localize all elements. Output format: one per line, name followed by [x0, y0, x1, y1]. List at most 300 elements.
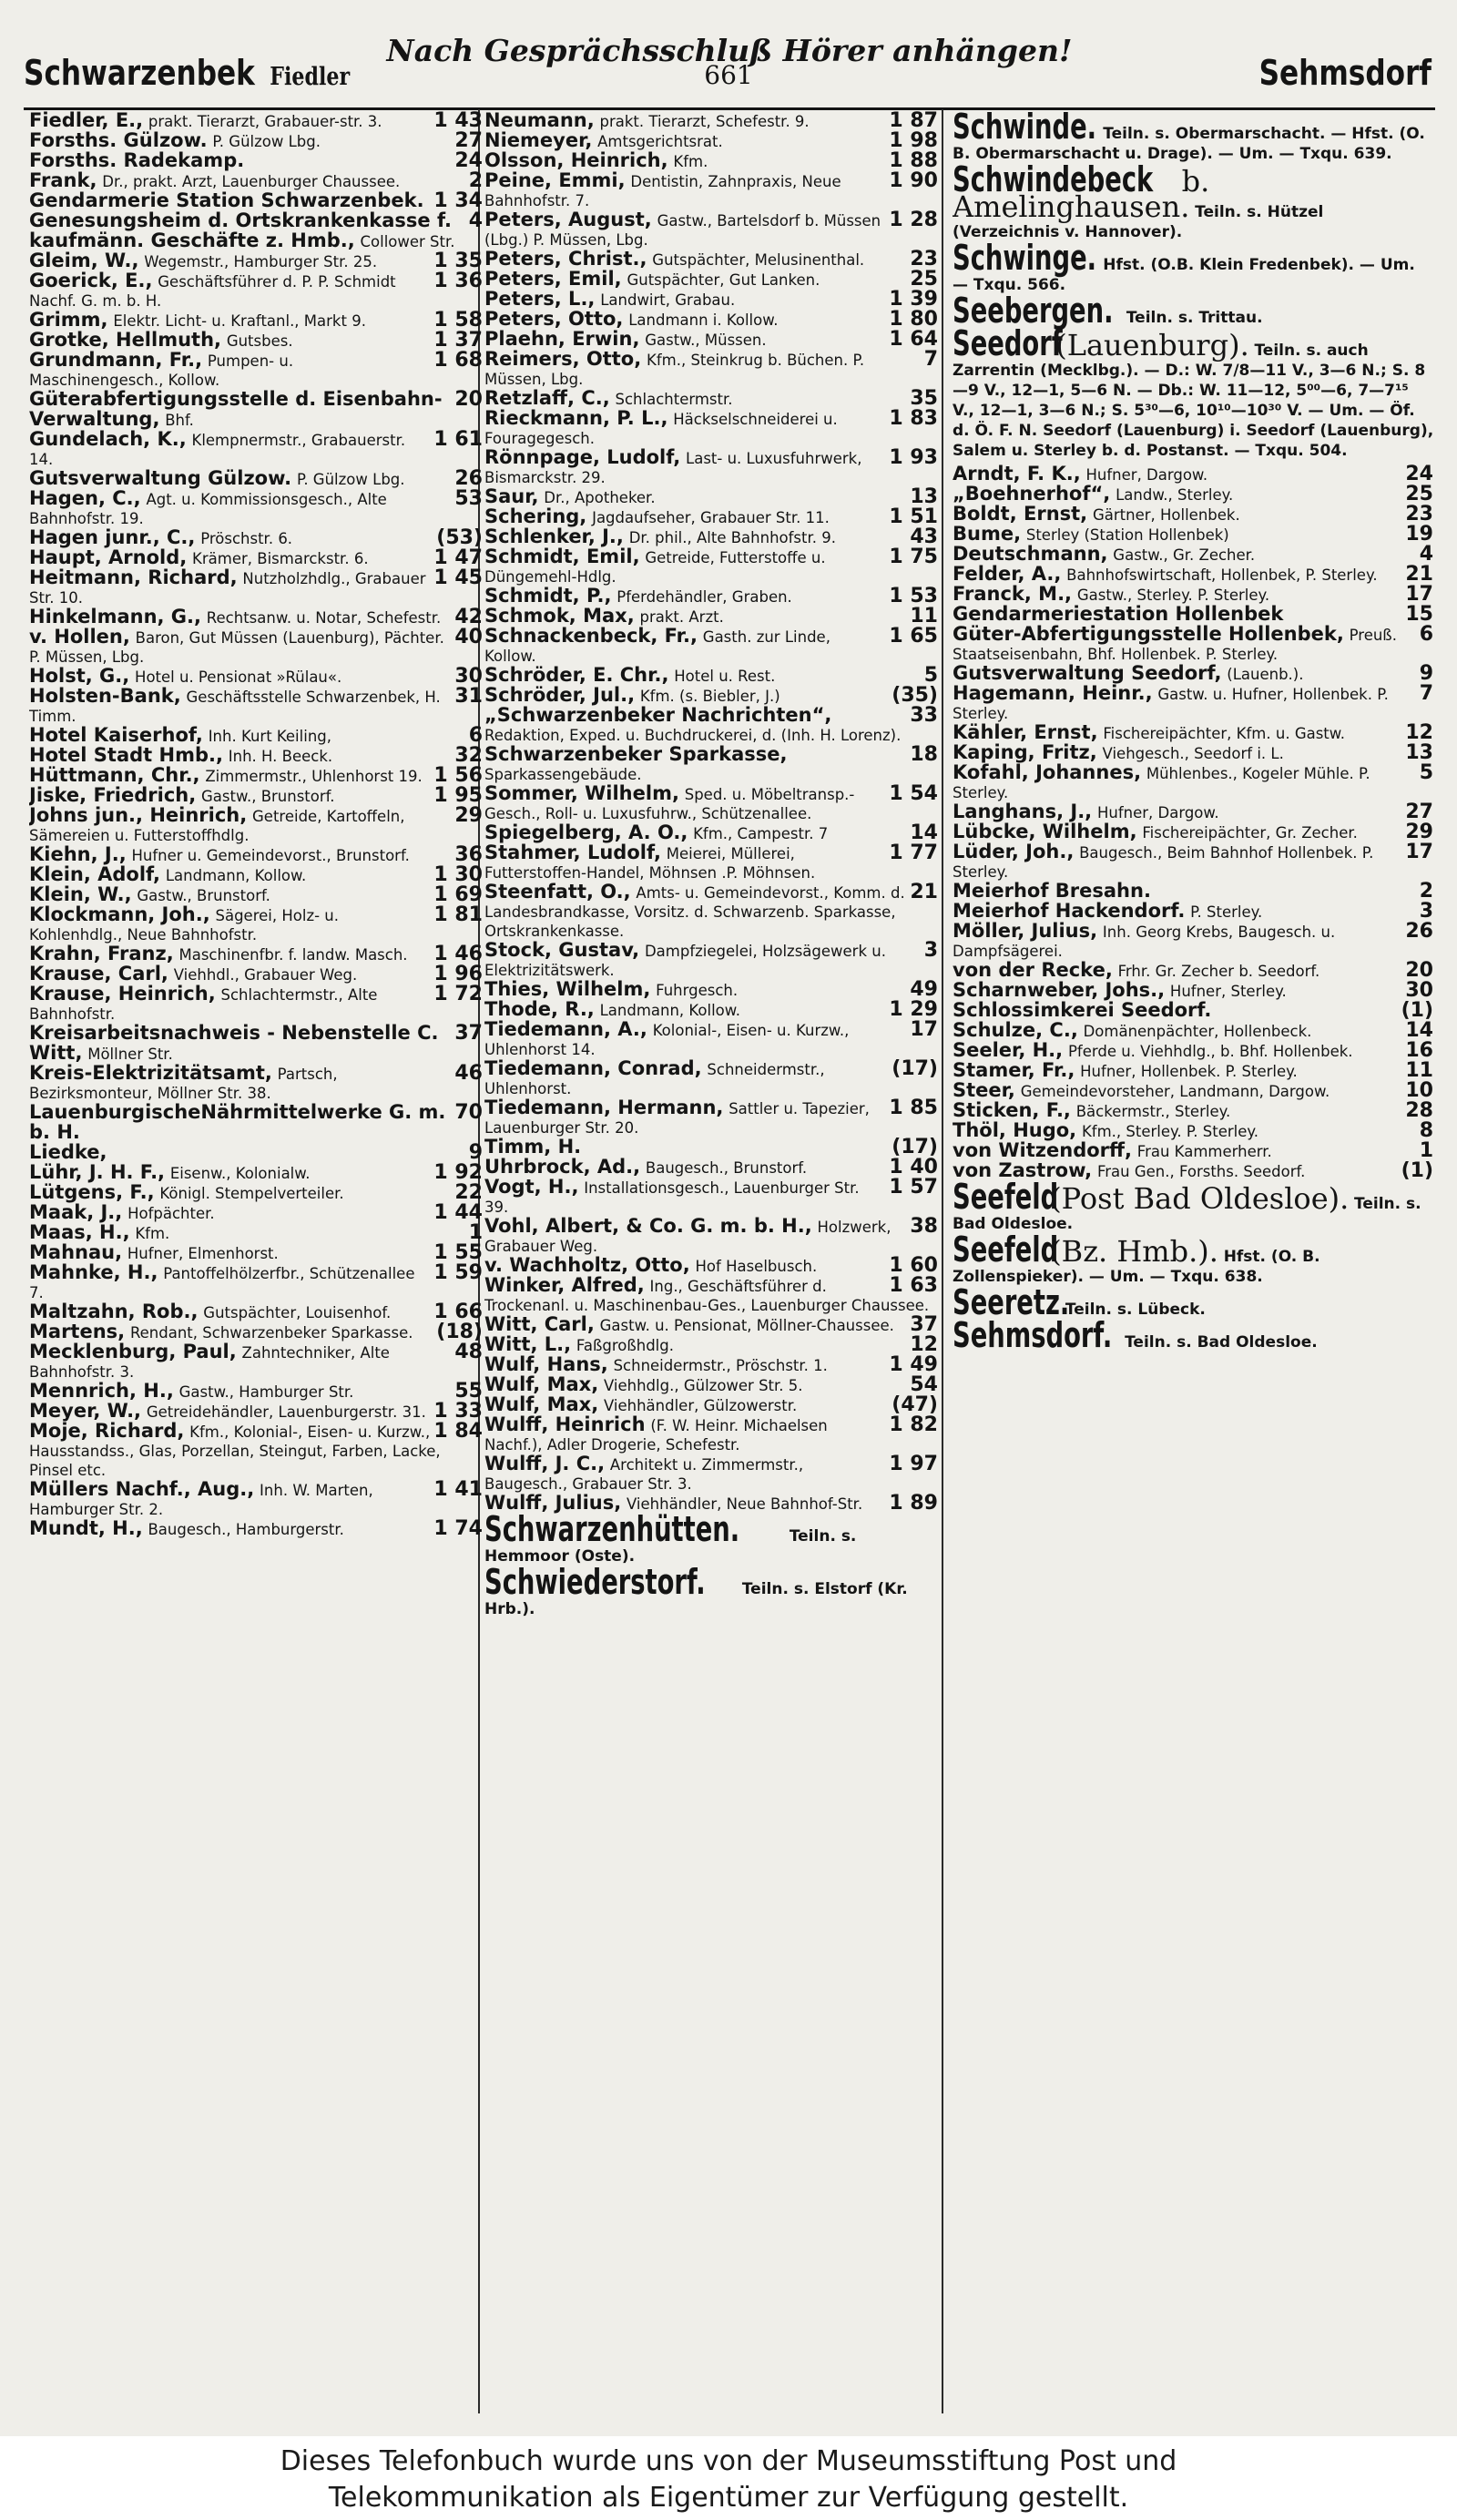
listing-detail: Gutspächter, Melusinenthal.	[652, 251, 865, 269]
listing-detail: Sattler u. Tapezier, Lauenburger Str. 20.	[484, 1100, 870, 1137]
header-right-name: Sehmsdorf	[1258, 53, 1432, 93]
listing-name: Peters, Christ.,	[484, 248, 647, 270]
listing-name: Saur,	[484, 485, 539, 507]
listing-number: 26	[454, 467, 483, 490]
listing-entry	[29, 964, 484, 985]
listing-name: Mahnke, H.,	[29, 1261, 158, 1283]
listing-detail: Dr., prakt. Arzt, Lauenburger Chaussee.	[102, 173, 401, 190]
listing-number: 1 68	[433, 349, 483, 372]
listing-number: 1 35	[433, 250, 483, 272]
listing-entry	[484, 1375, 940, 1395]
listing-entry	[29, 1422, 484, 1480]
listing-entry	[953, 525, 1435, 545]
listing-name: Hotel Kaiserhof,	[29, 724, 203, 746]
listing-number: 1 97	[889, 1453, 938, 1475]
place-name: Seefeld	[953, 1229, 1059, 1270]
listing-detail: Faßgroßhdlg.	[576, 1337, 674, 1354]
listing-name: Steenfatt, O.,	[484, 881, 631, 903]
listing-entry	[953, 545, 1435, 565]
listing-detail: Rendant, Schwarzenbeker Sparkasse.	[129, 1324, 413, 1342]
listing-number: 1	[1419, 1139, 1433, 1162]
listing-number: 11	[910, 605, 938, 627]
listing-entry	[484, 487, 940, 507]
place-name: Schwiederstorf.	[484, 1562, 706, 1602]
listing-number: 1 77	[889, 842, 938, 864]
listing-entry	[953, 822, 1435, 842]
listing-detail: Klempnermstr., Grabauerstr. 14.	[29, 432, 406, 468]
place-heading	[484, 1562, 940, 1619]
place-note: Teiln. s. Elstorf (Kr. Hrb.).	[484, 1580, 908, 1618]
listing-number: 42	[454, 606, 483, 628]
listing-name: Stock, Gustav,	[484, 939, 640, 961]
listing-number: 1 64	[889, 328, 938, 351]
listing-number: 46	[454, 1062, 483, 1085]
listing-number: 14	[1405, 1019, 1433, 1042]
column-a	[29, 111, 484, 2424]
listing-number: 1 69	[433, 883, 483, 906]
listing-number: 1 43	[433, 111, 483, 132]
listing-detail: Zahntechniker, Alte Bahnhofstr. 3.	[29, 1344, 390, 1381]
listing-detail: Kfm.	[673, 153, 708, 170]
header-rule	[24, 107, 1435, 110]
listing-name: Schering,	[484, 505, 587, 527]
listing-number: 1 93	[889, 446, 938, 469]
listing-detail: Jagdaufseher, Grabauer Str. 11.	[592, 509, 830, 526]
listing-detail: Schlachtermstr.	[615, 391, 733, 408]
listing-entry	[29, 1382, 484, 1402]
listing-number: (35)	[892, 684, 938, 707]
listing-detail: (F. W. Heinr. Michaelsen Nachf.), Adler Drogerie, Schefestr.	[484, 1417, 828, 1454]
listing-detail: Dampfziegelei, Holzsägewerk u. Elektrizitätswerk.	[484, 943, 886, 979]
listing-name: Kreisarbeitsnachweis - Nebenstelle C. Witt,	[29, 1022, 439, 1064]
listing-name: Johns jun., Heinrich,	[29, 804, 248, 826]
listing-detail: Meierei, Müllerei, Futterstoffen-Handel, Möhnsen .P. Möhnsen.	[484, 845, 816, 882]
listing-number: 1 81	[433, 903, 483, 926]
listing-entry	[29, 1103, 484, 1143]
listing-number: 1 85	[889, 1097, 938, 1119]
place-note: Hfst. (O. B. Zollenspieker). — Um. — Txqu. 638.	[953, 1248, 1320, 1286]
listing-detail: Ing., Geschäftsführer d. Trockenanl. u. Maschinenbau-Ges., Lauenburger Chaussee.	[484, 1278, 930, 1314]
listing-number: 3	[1419, 900, 1433, 923]
listing-entry	[29, 746, 484, 766]
listing-number: 27	[454, 129, 483, 152]
listing-number: 38	[910, 1215, 938, 1238]
listing-name: Winker, Alfred,	[484, 1274, 645, 1296]
listing-detail: Collower Str.	[360, 233, 455, 250]
listing-entry	[484, 1178, 940, 1217]
listing-entry	[484, 686, 940, 706]
listing-entry	[29, 489, 484, 528]
listing-number: 1 47	[433, 546, 483, 569]
listing-entry	[953, 842, 1435, 882]
listing-detail: P. Gülzow Lbg.	[296, 471, 405, 488]
listing-detail: Last- u. Luxusfuhrwerk, Bismarckstr. 29.	[484, 450, 862, 486]
listing-name: Tiedemann, Hermann,	[484, 1097, 724, 1118]
listing-detail: Gutspächter, Gut Lanken.	[627, 271, 820, 289]
listing-detail: Geschäftsführer d. P. P. Schmidt Nachf. G. m. b. H.	[29, 273, 396, 310]
listing-detail: Amtsgerichtsrat.	[597, 133, 723, 150]
listing-number: 5	[923, 664, 938, 687]
listing-entry	[484, 250, 940, 270]
listing-number: 36	[454, 843, 483, 866]
listing-detail: Nutzholzhdlg., Grabauer Str. 10.	[29, 570, 426, 607]
listing-entry	[484, 607, 940, 627]
listing-entry	[484, 1335, 940, 1355]
place-name: Seebergen.	[953, 291, 1114, 331]
column-b	[484, 111, 940, 2424]
listing-entry	[953, 1121, 1435, 1141]
listing-name: Gundelach, K.,	[29, 428, 187, 450]
listing-detail: Gastw., Bartelsdorf b. Müssen (Lbg.) P. Müssen, Lbg.	[484, 212, 881, 249]
listing-number: 24	[1405, 463, 1433, 485]
listing-number: 32	[454, 744, 483, 767]
listing-entry	[29, 607, 484, 627]
place-qualifier: (Lauenburg).	[1055, 328, 1249, 362]
listing-name: Wulf, Hans,	[484, 1353, 608, 1375]
place-name: Seefeld	[953, 1177, 1059, 1217]
listing-name: Kreis-Elektrizitätsamt,	[29, 1062, 272, 1084]
listing-detail: Schneidermstr., Uhlenhorst.	[484, 1061, 825, 1097]
listing-detail: Pumpen- u. Maschinengesch., Kollow.	[29, 352, 294, 389]
listing-name: Maltzahn, Rob.,	[29, 1301, 199, 1322]
listing-number: 1 87	[889, 111, 938, 132]
listing-detail: Inh. H. Beeck.	[228, 748, 333, 765]
listing-detail: Pantoffelhölzerfbr., Schützenallee 7.	[29, 1265, 415, 1301]
listing-name: Meyer, W.,	[29, 1400, 142, 1422]
listing-number: 12	[1405, 721, 1433, 744]
listing-number: 1 59	[433, 1261, 483, 1284]
listing-name: Thies, Wilhelm,	[484, 978, 651, 1000]
listing-entry	[484, 706, 940, 745]
listing-entry	[29, 528, 484, 548]
listing-entry	[29, 351, 484, 390]
listing-entry	[484, 350, 940, 389]
listing-name: Kaping, Fritz,	[953, 741, 1097, 763]
listing-entry	[29, 331, 484, 351]
listing-entry	[484, 507, 940, 527]
listing-number: 1 66	[433, 1301, 483, 1323]
listing-detail: Pferde u. Viehhdlg., b. Bhf. Hollenbek.	[1067, 1043, 1353, 1060]
listing-detail: Frhr. Gr. Zecher b. Seedorf.	[1117, 963, 1320, 980]
listing-entry	[484, 745, 940, 784]
listing-detail: Kfm., Kolonial-, Eisen- u. Kurzw., Hausstandss., Glas, Porzellan, Steingut, Farben, Lacke, Pinsel etc.	[29, 1423, 441, 1479]
listing-number: 55	[454, 1380, 483, 1403]
listing-number: 1 72	[433, 983, 483, 1005]
listing-number: 12	[910, 1333, 938, 1356]
listing-number: 1 29	[889, 998, 938, 1021]
listing-name: Langhans, J.,	[953, 801, 1093, 822]
listing-name: Lühr, J. H. F.,	[29, 1161, 166, 1183]
listing-name: Hagemann, Heinr.,	[953, 682, 1153, 704]
listing-detail: Gutspächter, Louisenhof.	[203, 1304, 392, 1321]
listing-number: 14	[910, 821, 938, 844]
listing-name: Güter-Abfertigungsstelle Hollenbek,	[953, 623, 1344, 645]
listing-name: Gleim, W.,	[29, 250, 139, 271]
listing-name: v. Wachholtz, Otto,	[484, 1254, 690, 1276]
listing-number: (1)	[1401, 1159, 1433, 1182]
listing-number: 28	[1405, 1099, 1433, 1122]
listing-entry	[484, 527, 940, 547]
place-heading	[953, 238, 1435, 295]
listing-name: Witt, Carl,	[484, 1313, 595, 1335]
listing-detail: Landw., Sterley.	[1116, 486, 1234, 504]
listing-detail: Kfm.	[135, 1225, 170, 1242]
listing-number: (47)	[892, 1393, 938, 1416]
listing-number: 17	[1405, 583, 1433, 606]
place-heading	[953, 159, 1435, 242]
listing-entry	[29, 1519, 484, 1539]
listing-number: 40	[454, 626, 483, 648]
listing-name: Scharnweber, Johs.,	[953, 979, 1166, 1001]
listing-name: Schwarzenbeker Sparkasse,	[484, 743, 788, 765]
listing-detail: P. Gülzow Lbg.	[212, 133, 321, 150]
listing-entry	[953, 981, 1435, 1001]
listing-number: (17)	[892, 1057, 938, 1080]
listing-name: Haupt, Arnold,	[29, 546, 188, 568]
listing-name: Plaehn, Erwin,	[484, 328, 640, 350]
listing-number: 1 54	[889, 782, 938, 805]
listing-entry	[29, 211, 484, 251]
listing-name: Timm, H.	[484, 1136, 582, 1158]
listing-number: 1 74	[433, 1517, 483, 1540]
listing-number: 43	[910, 525, 938, 548]
listing-detail: Viehhändler, Gülzowerstr.	[603, 1397, 798, 1414]
listing-entry	[484, 448, 940, 487]
listing-entry	[29, 627, 484, 667]
place-note: Hfst. (O.B. Klein Fredenbek). — Um. — Txqu. 566.	[953, 256, 1415, 294]
listing-number: 16	[1405, 1039, 1433, 1062]
listing-entry	[29, 1203, 484, 1223]
listing-name: Müllers Nachf., Aug.,	[29, 1478, 255, 1500]
listing-detail: P. Sterley.	[1190, 903, 1263, 921]
listing-detail: Hufner, Hollenbek. P. Sterley.	[1080, 1063, 1298, 1080]
listing-entry	[29, 1024, 484, 1064]
listing-detail: Viehhdlg., Gülzower Str. 5.	[603, 1377, 803, 1394]
place-name: Schwinge.	[953, 238, 1097, 278]
listing-name: Güterabfertigungsstelle d. Eisenbahn-Verwaltung,	[29, 388, 443, 430]
listing-name: Felder, A.,	[953, 563, 1062, 585]
listing-name: Stahmer, Ludolf,	[484, 842, 661, 863]
listing-number: 19	[1405, 523, 1433, 546]
listing-detail: Möllner Str.	[87, 1046, 173, 1063]
listing-name: Vogt, H.,	[484, 1176, 579, 1198]
place-note: Teiln. s. Bad Oldesloe.	[953, 1195, 1421, 1233]
listing-entry	[953, 802, 1435, 822]
listing-entry	[953, 1021, 1435, 1041]
listing-detail: Holzwerk, Grabauer Weg.	[484, 1219, 892, 1255]
listing-detail: prakt. Arzt.	[639, 608, 724, 626]
listing-entry	[29, 1223, 484, 1243]
listing-number: 1 98	[889, 129, 938, 152]
listing-name: Peters, L.,	[484, 288, 596, 310]
listing-detail: Amts- u. Gemeindevorst., Komm. d. Landesbrandkasse, Vorsitz. d. Schwarzenb. Sparkasse, Ortskrankenkasse.	[484, 884, 905, 940]
listing-detail: Redaktion, Exped. u. Buchdruckerei, d. (Inh. H. Lorenz).	[484, 727, 902, 744]
listing-number: 1 49	[889, 1353, 938, 1376]
listing-name: Kiehn, J.,	[29, 843, 127, 865]
listing-detail: Geschäftsstelle Schwarzenbek, H. Timm.	[29, 689, 441, 725]
listing-entry	[953, 585, 1435, 605]
listing-detail: Landmann, Kollow.	[165, 867, 307, 884]
listing-entry	[29, 806, 484, 845]
listing-entry	[29, 131, 484, 151]
listing-detail: Getreide, Futterstoffe u. Düngemehl-Hdlg.	[484, 549, 826, 586]
listing-name: Klein, W.,	[29, 883, 132, 905]
place-note: Teiln. s. Hemmoor (Oste).	[484, 1527, 857, 1566]
listing-number: 1 75	[889, 546, 938, 568]
listing-entry	[29, 568, 484, 607]
listing-entry	[953, 1141, 1435, 1161]
listing-number: 1 60	[889, 1254, 938, 1277]
listing-entry	[953, 763, 1435, 802]
listing-detail: Hufner, Dargow.	[1085, 466, 1208, 484]
listing-name: Steer,	[953, 1079, 1015, 1101]
listing-detail: Kfm., Sterley. P. Sterley.	[1081, 1123, 1259, 1140]
listing-detail: Hotel u. Pensionat »Rülau«.	[135, 668, 342, 686]
header-notice: Nach Gesprächsschluß Hörer anhängen!	[386, 33, 1073, 68]
listing-number: 3	[923, 939, 938, 962]
listing-entry	[484, 171, 940, 210]
listing-detail: Fischereipächter, Gr. Zecher.	[1142, 824, 1358, 842]
listing-number: 25	[910, 268, 938, 291]
listing-number: 1 83	[889, 407, 938, 430]
listing-entry	[953, 485, 1435, 505]
listing-name: Maas, H.,	[29, 1221, 130, 1243]
listing-detail: Rechtsanw. u. Notar, Schefestr.	[206, 609, 442, 627]
listing-number: 1 95	[433, 784, 483, 807]
listing-detail: Sägerei, Holz- u. Kohlenhdlg., Neue Bahnhofstr.	[29, 907, 340, 944]
listing-number: 24	[454, 149, 483, 172]
listing-name: von Zastrow,	[953, 1159, 1093, 1181]
listing-number: 9	[468, 1141, 483, 1164]
listing-detail: Krämer, Bismarckstr. 6.	[192, 550, 369, 567]
listing-entry	[29, 1342, 484, 1382]
listing-name: Lübcke, Wilhelm,	[953, 821, 1137, 842]
listing-entry	[953, 882, 1435, 902]
listing-number: 1 46	[433, 943, 483, 965]
listing-name: Frank,	[29, 169, 97, 191]
listing-entry	[484, 1355, 940, 1375]
listing-name: Schröder, E. Chr.,	[484, 664, 669, 686]
header-left-name: Schwarzenbek	[24, 53, 255, 93]
listing-name: Forsths. Radekamp.	[29, 149, 245, 171]
listing-number: 1 84	[433, 1420, 483, 1443]
listing-name: Forsths. Gülzow.	[29, 129, 208, 151]
listing-number: 1 45	[433, 566, 483, 589]
listing-entry	[484, 389, 940, 409]
listing-name: Mennrich, H.,	[29, 1380, 174, 1402]
listing-name: Maak, J.,	[29, 1201, 123, 1223]
listing-detail: Agt. u. Kommissionsgesch., Alte Bahnhofstr. 19.	[29, 491, 387, 527]
listing-detail: Frau Gen., Forsths. Seedorf.	[1096, 1163, 1306, 1180]
listing-detail: Getreide, Kartoffeln, Sämereien u. Futterstoffhdlg.	[29, 808, 405, 844]
listing-name: Reimers, Otto,	[484, 348, 642, 370]
listing-name: Stamer, Fr.,	[953, 1059, 1075, 1081]
place-heading	[953, 1177, 1435, 1234]
listing-name: Meierhof Hackendorf.	[953, 900, 1186, 922]
listing-name: von Witzendorff,	[953, 1139, 1132, 1161]
listing-entry	[484, 1098, 940, 1138]
listing-entry	[29, 271, 484, 311]
listing-entry	[953, 902, 1435, 922]
place-heading	[484, 1509, 940, 1566]
listing-detail: Fischereipächter, Kfm. u. Gastw.	[1103, 725, 1346, 742]
listing-entry	[484, 290, 940, 310]
listing-entry	[29, 151, 484, 171]
listing-entry	[953, 1041, 1435, 1061]
listing-number: 21	[1405, 563, 1433, 586]
listing-number: 4	[468, 209, 483, 232]
listing-detail: Landmann, Kollow.	[599, 1002, 740, 1019]
listing-entry	[484, 1138, 940, 1158]
place-note: Teiln. s. auch Zarrentin (Mecklbg.). — D.: W. 7/8—11 V., 3—6 N.; S. 8—9 V., 12—1, 5—6 N. — Db.: W. 11—12, 5⁰⁰—6, 7—7¹⁵ V., 12—1, 3—6 N.; S. 5³⁰—6, 10¹⁰—10³⁰ V. — Um. — Öf. d. Ö. F. N. Seedorf (Lauenburg) i. Seedorf (Lauenburg), Salem u. Sterley b. d. Postanst. — Txqu. 504.	[953, 342, 1434, 460]
page-header	[0, 0, 1457, 107]
listing-detail: Domänenpächter, Hollenbeck.	[1083, 1023, 1312, 1040]
listing-entry	[484, 1395, 940, 1415]
listing-number: 1 28	[889, 209, 938, 231]
listing-entry	[953, 684, 1435, 723]
listing-entry	[29, 865, 484, 885]
listing-number: 26	[1405, 920, 1433, 943]
listing-detail: Inh. W. Marten, Hamburger Str. 2.	[29, 1482, 373, 1518]
listing-name: Krause, Heinrich,	[29, 983, 216, 1005]
listing-name: Seeler, H.,	[953, 1039, 1064, 1061]
listing-entry	[29, 1143, 484, 1163]
listing-detail: Sparkassengebäude.	[484, 766, 642, 783]
listing-number: 13	[910, 485, 938, 508]
listing-entry	[484, 210, 940, 250]
listing-name: Rönnpage, Ludolf,	[484, 446, 681, 468]
column-divider	[942, 109, 943, 2413]
listing-name: Tiedemann, A.,	[484, 1018, 647, 1040]
listing-detail: Gasth. zur Linde, Kollow.	[484, 628, 830, 665]
listing-entry	[29, 687, 484, 726]
listing-detail: Viehgesch., Seedorf i. L.	[1102, 745, 1284, 762]
listing-name: Heitmann, Richard,	[29, 566, 238, 588]
listing-detail: Kfm. (s. Biebler, J.)	[639, 688, 780, 705]
place-name: Schwindebeck	[953, 159, 1154, 199]
listing-detail: Kolonial-, Eisen- u. Kurzw., Uhlenhorst 14.	[484, 1022, 850, 1058]
listing-detail: Landwirt, Grabau.	[600, 291, 736, 309]
listing-number: 29	[454, 804, 483, 827]
listing-entry	[29, 251, 484, 271]
listing-detail: Gastw., Hamburger Str.	[178, 1383, 354, 1401]
listing-number: 1 82	[889, 1413, 938, 1436]
listing-name: Schmidt, Emil,	[484, 546, 640, 567]
listing-number: 23	[1405, 503, 1433, 525]
listing-name: Wulf, Max,	[484, 1373, 599, 1395]
listing-detail: Preuß. Staatseisenbahn, Bhf. Hollenbek. P. Sterley.	[953, 627, 1397, 663]
listing-detail: Sterley (Station Hollenbek)	[1025, 526, 1229, 544]
listing-entry	[484, 111, 940, 131]
listing-number: 31	[454, 685, 483, 708]
listing-detail: Hufner, Elmenhorst.	[127, 1245, 279, 1262]
listing-name: Möller, Julius,	[953, 920, 1098, 942]
listing-detail: Gastw., Sterley. P. Sterley.	[1076, 587, 1270, 604]
listing-entry	[953, 961, 1435, 981]
listing-name: Meierhof Bresahn.	[953, 880, 1151, 902]
listing-number: 1 37	[433, 329, 483, 352]
listing-number: 1 57	[889, 1176, 938, 1199]
listing-entry	[484, 270, 940, 290]
place-heading	[953, 1315, 1435, 1355]
listing-number: 1 44	[433, 1201, 483, 1224]
listing-detail: Eisenw., Kolonialw.	[169, 1165, 311, 1182]
listing-name: LauenburgischeNährmittelwerke G. m. b. H.	[29, 1101, 446, 1143]
listing-detail: Hofpächter.	[127, 1205, 215, 1222]
listing-name: Gendarmerie Station Schwarzenbek.	[29, 189, 424, 211]
listing-number: 29	[1405, 821, 1433, 843]
listing-name: Fiedler, E.,	[29, 111, 144, 131]
